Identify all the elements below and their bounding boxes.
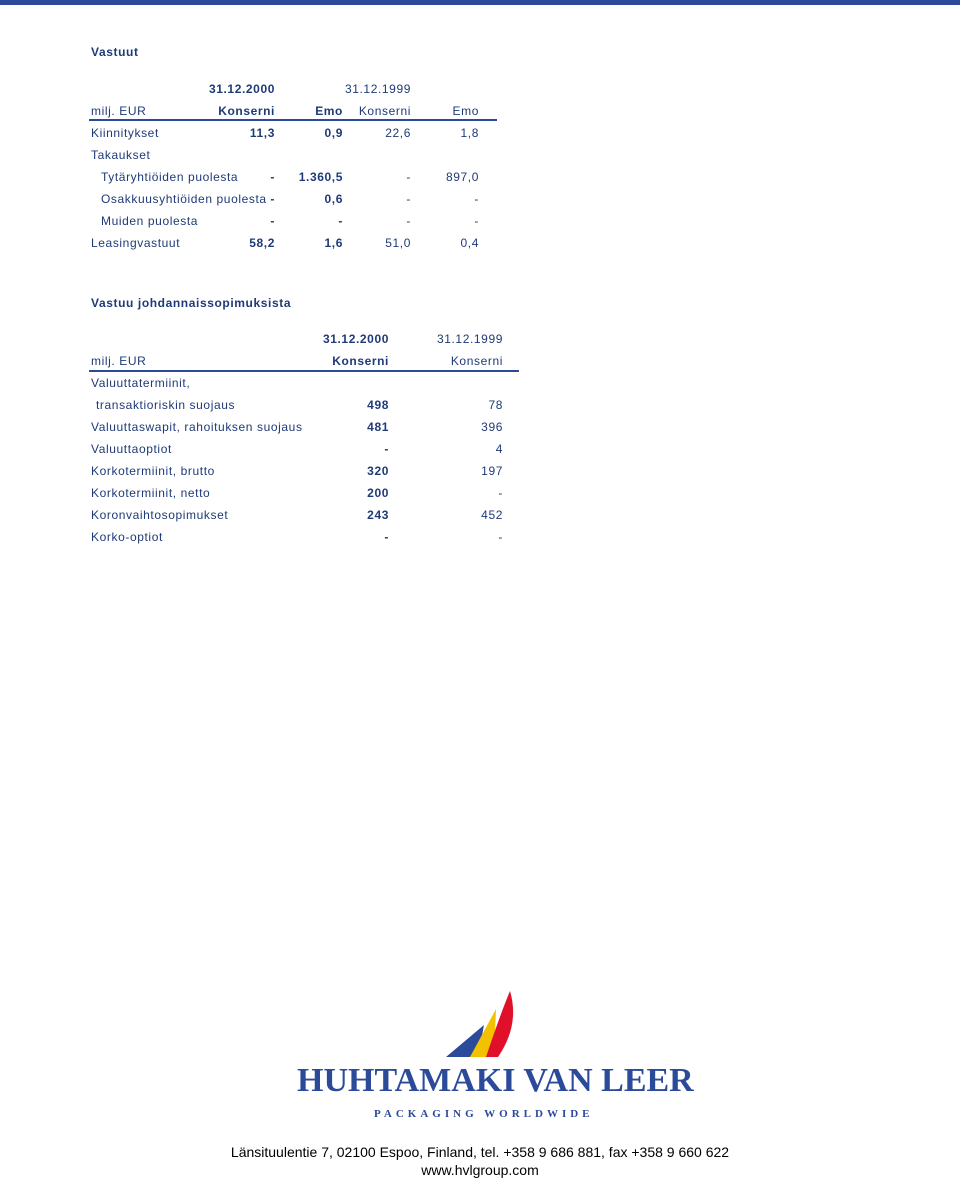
cell: -: [406, 170, 411, 184]
row-label: Valuuttaswapit, rahoituksen suojaus: [91, 420, 303, 434]
row-label: Korkotermiinit, netto: [91, 486, 211, 500]
header-divider: [89, 370, 519, 372]
cell: -: [270, 170, 275, 184]
cell: -: [406, 192, 411, 206]
unit-label: milj. EUR: [91, 354, 147, 368]
col-header-konserni-2000: Konserni: [332, 354, 389, 368]
cell: 11,3: [249, 126, 275, 140]
row-label: Leasingvastuut: [91, 236, 181, 250]
cell: 78: [488, 398, 503, 412]
footer-website[interactable]: www.hvlgroup.com: [421, 1162, 539, 1178]
row-label: Korko-optiot: [91, 530, 163, 544]
col-header-konserni-1999: Konserni: [358, 104, 411, 118]
cell: 200: [367, 486, 389, 500]
row-label: Korkotermiinit, brutto: [91, 464, 215, 478]
row-label: Takaukset: [91, 148, 151, 162]
date-header-1999: 31.12.1999: [344, 82, 411, 96]
row-label: Osakkuusyhtiöiden puolesta: [101, 192, 267, 206]
cell: 243: [367, 508, 389, 522]
cell: 897,0: [445, 170, 479, 184]
sail-logo-icon: [440, 985, 530, 1065]
company-tagline: PACKAGING WORLDWIDE: [374, 1108, 594, 1120]
row-label: Muiden puolesta: [101, 214, 199, 228]
cell: 0,4: [460, 236, 479, 250]
row-label: Valuuttaoptiot: [91, 442, 172, 456]
cell: -: [406, 214, 411, 228]
cell: 396: [481, 420, 503, 434]
cell: 1,8: [460, 126, 479, 140]
row-label: transaktioriskin suojaus: [96, 398, 236, 412]
cell: 452: [481, 508, 503, 522]
company-logo-text: HUHTAMAKI VAN LEER: [297, 1062, 694, 1099]
cell: 481: [367, 420, 389, 434]
top-accent-bar: [0, 0, 960, 5]
cell: -: [338, 214, 343, 228]
row-label: Koronvaihtosopimukset: [91, 508, 229, 522]
cell: 22,6: [385, 126, 411, 140]
cell: -: [498, 530, 503, 544]
cell: -: [474, 192, 479, 206]
cell: -: [270, 192, 275, 206]
header-divider: [89, 119, 497, 121]
cell: 1.360,5: [298, 170, 343, 184]
row-label: Kiinnitykset: [91, 126, 159, 140]
date-header-1999: 31.12.1999: [436, 332, 503, 346]
cell: 498: [367, 398, 389, 412]
cell: 51,0: [385, 236, 411, 250]
cell: 58,2: [249, 236, 275, 250]
cell: -: [498, 486, 503, 500]
row-label: Valuuttatermiinit,: [91, 376, 191, 390]
cell: 1,6: [324, 236, 343, 250]
unit-label: milj. EUR: [91, 104, 147, 118]
cell: -: [474, 214, 479, 228]
date-header-2000: 31.12.2000: [208, 82, 275, 96]
section-title-vastuut: Vastuut: [91, 45, 139, 59]
footer-address: Länsituulentie 7, 02100 Espoo, Finland, tel. +358 9 686 881, fax +358 9 660 622: [230, 1144, 730, 1160]
cell: 320: [367, 464, 389, 478]
col-header-konserni-1999: Konserni: [450, 354, 503, 368]
cell: 0,6: [324, 192, 343, 206]
cell: 4: [495, 442, 503, 456]
col-header-emo-2000: Emo: [315, 104, 343, 118]
date-header-2000: 31.12.2000: [322, 332, 389, 346]
cell: -: [384, 442, 389, 456]
col-header-emo-1999: Emo: [452, 104, 479, 118]
section-title-johdannaiset: Vastuu johdannaissopimuksista: [91, 296, 292, 310]
cell: 197: [481, 464, 503, 478]
cell: 0,9: [324, 126, 343, 140]
cell: -: [270, 214, 275, 228]
row-label: Tytäryhtiöiden puolesta: [101, 170, 239, 184]
col-header-konserni-2000: Konserni: [218, 104, 275, 118]
cell: -: [384, 530, 389, 544]
